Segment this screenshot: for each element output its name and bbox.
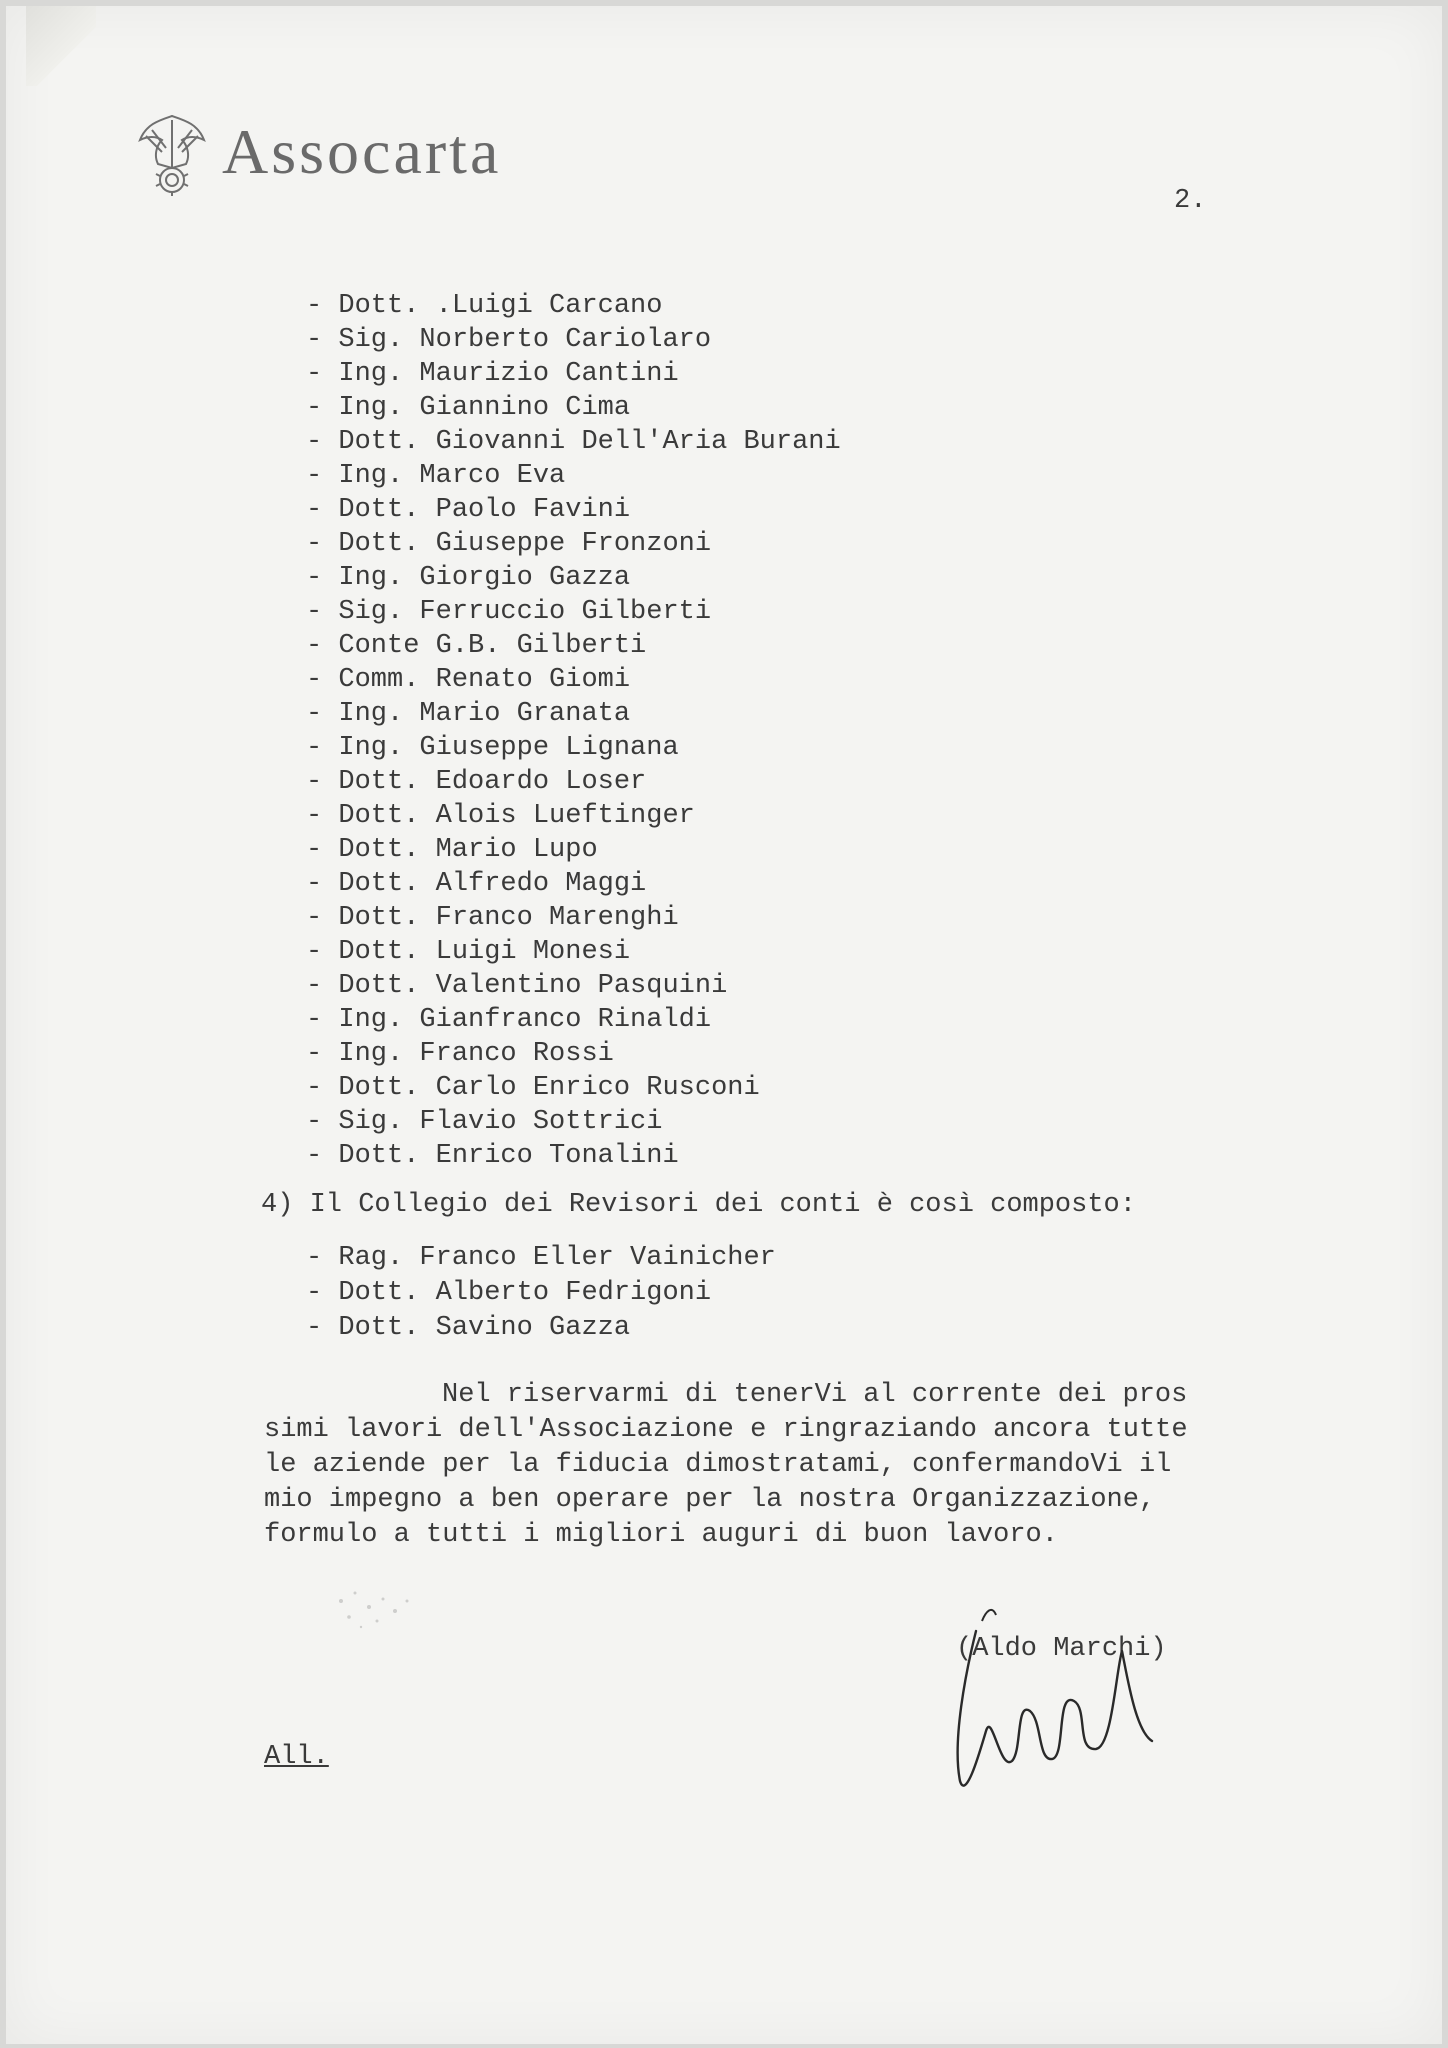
list-item: - Dott. Luigi Monesi xyxy=(306,937,631,967)
list-item: - Ing. Giorgio Gazza xyxy=(306,563,631,593)
signatory-name: (Aldo Marchi) xyxy=(956,1634,1167,1664)
faded-stamp-mark xyxy=(321,1571,431,1641)
list-item: - Sig. Norberto Cariolaro xyxy=(306,325,712,355)
list-item: - Sig. Ferruccio Gilberti xyxy=(306,597,712,627)
list-item: - Dott. Savino Gazza xyxy=(306,1313,631,1343)
list-item: - Dott. .Luigi Carcano xyxy=(306,291,663,321)
closing-line: Nel riservarmi di tenerVi al corrente dei pros xyxy=(442,1380,1188,1410)
closing-line: le aziende per la fiducia dimostratami, confermandoVi il xyxy=(264,1450,1172,1480)
letter-page xyxy=(6,6,1442,2044)
page-number: 2. xyxy=(1174,186,1207,216)
list-item: - Dott. Carlo Enrico Rusconi xyxy=(306,1073,760,1103)
list-item: - Sig. Flavio Sottrici xyxy=(306,1107,663,1137)
list-item: - Dott. Mario Lupo xyxy=(306,835,598,865)
closing-line: mio impegno a ben operare per la nostra Organizzazione, xyxy=(264,1485,1156,1515)
list-item: - Dott. Alois Lueftinger xyxy=(306,801,695,831)
closing-paragraph xyxy=(264,1378,1188,1553)
letterhead xyxy=(136,106,501,198)
list-item: - Ing. Mario Granata xyxy=(306,699,631,729)
list-item: - Dott. Edoardo Loser xyxy=(306,767,647,797)
list-item: - Dott. Alberto Fedrigoni xyxy=(306,1278,712,1308)
list-item: - Ing. Giuseppe Lignana xyxy=(306,733,679,763)
section-4-heading: 4) Il Collegio dei Revisori dei conti è così composto: xyxy=(261,1190,1136,1220)
list-item: - Comm. Renato Giomi xyxy=(306,665,631,695)
list-item: - Ing. Gianfranco Rinaldi xyxy=(306,1005,712,1035)
list-item: - Dott. Giuseppe Fronzoni xyxy=(306,529,712,559)
handwritten-signature xyxy=(946,1591,1186,1811)
list-item: - Ing. Marco Eva xyxy=(306,461,566,491)
eagle-gear-logo-icon xyxy=(136,106,208,198)
list-item: - Dott. Valentino Pasquini xyxy=(306,971,728,1001)
list-item: - Conte G.B. Gilberti xyxy=(306,631,647,661)
list-item: - Dott. Giovanni Dell'Aria Burani xyxy=(306,427,841,457)
list-item: - Ing. Giannino Cima xyxy=(306,393,631,423)
board-members-list xyxy=(306,289,841,1173)
list-item: - Rag. Franco Eller Vainicher xyxy=(306,1243,776,1273)
auditors-list xyxy=(306,1241,776,1346)
list-item: - Dott. Paolo Favini xyxy=(306,495,631,525)
list-item: - Ing. Franco Rossi xyxy=(306,1039,614,1069)
list-item: - Dott. Alfredo Maggi xyxy=(306,869,647,899)
closing-line: simi lavori dell'Associazione e ringraziando ancora tutte xyxy=(264,1415,1188,1445)
list-item: - Dott. Enrico Tonalini xyxy=(306,1141,679,1171)
folded-corner xyxy=(26,6,96,86)
closing-line: formulo a tutti i migliori auguri di buon lavoro. xyxy=(264,1520,1058,1550)
organization-name: Assocarta xyxy=(222,116,502,187)
list-item: - Ing. Maurizio Cantini xyxy=(306,359,679,389)
list-item: - Dott. Franco Marenghi xyxy=(306,903,679,933)
enclosure-note: All. xyxy=(264,1742,329,1772)
